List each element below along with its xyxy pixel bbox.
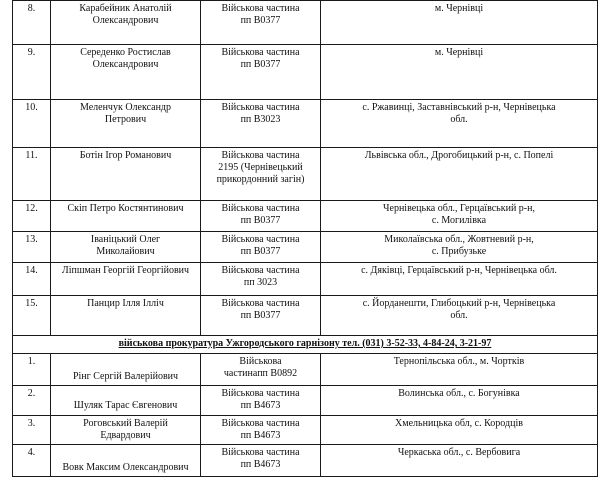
person-name-cell	[51, 148, 201, 201]
cell-line: м. Чернівці	[434, 47, 484, 58]
cell-line: пп 3023	[243, 277, 278, 289]
row-number-cell: 9.	[13, 45, 51, 100]
cell-line: Військова частина	[221, 298, 300, 309]
table-row	[13, 45, 598, 100]
cell-line: пп В0377	[240, 310, 281, 322]
location-cell	[321, 45, 598, 100]
military-unit-cell	[201, 232, 321, 263]
person-name-cell	[51, 415, 201, 444]
cell-line: Ліпшман Георгій Георгійович	[61, 265, 190, 276]
table-row	[13, 201, 598, 232]
cell-line: Військова частина	[221, 150, 300, 161]
table-row	[13, 415, 598, 444]
cell-line: пп В0377	[240, 15, 281, 27]
military-unit-cell	[201, 45, 321, 100]
location-cell	[321, 263, 598, 296]
table-row	[13, 354, 598, 386]
row-number-cell: 14.	[13, 263, 51, 296]
cell-line: Ботін Ігор Романович	[79, 150, 172, 161]
military-unit-cell	[201, 296, 321, 336]
cell-line: пп В0377	[240, 215, 281, 227]
cell-line: Військова частина	[221, 102, 300, 113]
cell-line: Миколаївська обл., Жовтневий р-н,	[384, 234, 534, 245]
military-unit-cell	[201, 386, 321, 415]
cell-line: Роговський Валерій	[83, 417, 168, 429]
cell-line: пп В4673	[240, 459, 281, 471]
cell-line: Військова частина	[221, 3, 300, 14]
location-cell	[321, 296, 598, 336]
cell-line: Військова частина	[221, 265, 300, 276]
section-header-cell	[13, 336, 598, 354]
cell-line: Едвардович	[100, 429, 151, 441]
cell-line: Тернопільська обл., м. Чортків	[393, 356, 525, 368]
military-unit-cell	[201, 100, 321, 148]
cell-line: 2195 (Чернівецький	[218, 162, 303, 174]
cell-line: Середенко Ростислав	[80, 47, 171, 58]
cell-line: Іваніцький Олег	[90, 234, 161, 245]
person-name-cell	[51, 232, 201, 263]
cell-line: Чернівецька обл., Герцаївський р-н,	[383, 203, 535, 214]
cell-line: Волинська обл., с. Богунівка	[398, 388, 520, 400]
registry-table	[12, 0, 598, 477]
location-cell	[321, 415, 598, 444]
cell-line: с. Могилівка	[431, 215, 487, 227]
cell-line: Львівська обл., Дрогобицький р-н, с. Попелі	[364, 150, 554, 161]
location-cell	[321, 100, 598, 148]
military-unit-cell	[201, 354, 321, 386]
cell-line: пп В3023	[240, 114, 281, 126]
cell-line: пп В0377	[240, 246, 281, 258]
cell-line: Військова частина	[221, 446, 300, 458]
person-name-cell	[51, 45, 201, 100]
cell-line: пп В4673	[240, 400, 281, 412]
cell-line: обл.	[450, 114, 468, 126]
location-cell	[321, 232, 598, 263]
person-name-cell	[51, 1, 201, 45]
row-number-cell: 8.	[13, 1, 51, 45]
cell-line: м. Чернівці	[434, 3, 484, 14]
row-number-cell: 15.	[13, 296, 51, 336]
cell-line: с. Йорданешти, Глибоцький р-н, Чернівецька	[362, 298, 556, 309]
person-name-cell	[51, 263, 201, 296]
cell-line: Військова частина	[221, 234, 300, 245]
cell-line: Рінг Сергій Валерійович	[72, 371, 179, 382]
row-number-cell: 2.	[13, 386, 51, 415]
military-unit-cell	[201, 201, 321, 232]
location-cell	[321, 1, 598, 45]
person-name-cell	[51, 296, 201, 336]
table-row	[13, 232, 598, 263]
cell-line: прикордонний загін)	[216, 174, 305, 186]
location-cell	[321, 148, 598, 201]
table-row	[13, 296, 598, 336]
cell-line: Олександрович	[92, 59, 159, 71]
location-cell	[321, 386, 598, 415]
cell-line: Вовк Максим Олександрович	[62, 461, 189, 473]
table-row	[13, 100, 598, 148]
cell-line: Черкаська обл., с. Вербовига	[397, 446, 521, 458]
cell-line: Військова частина	[221, 203, 300, 214]
row-number-cell: 3.	[13, 415, 51, 444]
cell-line: Миколайович	[96, 246, 155, 258]
military-unit-cell	[201, 148, 321, 201]
cell-line: обл.	[450, 310, 468, 322]
section-header-text: військова прокуратура Ужгородського гарнізону тел. (031) 3-52-33, 4-84-24, 3-21-97	[118, 338, 492, 349]
table-body	[13, 1, 598, 477]
cell-line: Скіп Петро Костянтинович	[67, 203, 184, 214]
cell-line: Карабейник Анатолій	[79, 3, 172, 14]
cell-line: с. Дяківці, Герцаївський р-н, Чернівецька обл.	[361, 265, 557, 276]
row-number-cell: 13.	[13, 232, 51, 263]
person-name-cell	[51, 100, 201, 148]
person-name-cell	[51, 201, 201, 232]
person-name-cell	[51, 354, 201, 386]
table-row	[13, 386, 598, 415]
cell-line: с. Ржавинці, Заставнівський р-н, Чернівецька	[362, 102, 556, 113]
location-cell	[321, 354, 598, 386]
cell-line: Меленчук Олександр	[79, 102, 172, 113]
row-number-cell: 10.	[13, 100, 51, 148]
location-cell	[321, 201, 598, 232]
cell-line: Шуляк Тарас Євгенович	[73, 400, 178, 412]
cell-line: Військова частина	[221, 47, 300, 58]
cell-line: Військова частина	[221, 388, 300, 400]
table-row	[13, 263, 598, 296]
row-number-cell: 12.	[13, 201, 51, 232]
section-header-row	[13, 336, 598, 354]
military-unit-cell	[201, 1, 321, 45]
row-number-cell: 1.	[13, 354, 51, 386]
row-number-cell: 11.	[13, 148, 51, 201]
row-number-cell: 4.	[13, 444, 51, 476]
table-row	[13, 1, 598, 45]
cell-line: с. Прибузьке	[431, 246, 487, 258]
cell-line: Панцир Ілля Ілліч	[87, 298, 164, 309]
cell-line: пп В4673	[240, 429, 281, 441]
cell-line: пп В0377	[240, 59, 281, 71]
military-unit-cell	[201, 263, 321, 296]
person-name-cell	[51, 386, 201, 415]
cell-line: частинапп В0892	[223, 368, 298, 380]
military-unit-cell	[201, 415, 321, 444]
cell-line: Хмельницька обл, с. Кородців	[395, 417, 523, 429]
table-row	[13, 148, 598, 201]
cell-line: Олександрович	[92, 15, 159, 27]
cell-line: Військова частина	[221, 417, 300, 429]
cell-line: Петрович	[104, 114, 147, 126]
cell-line: Військова	[239, 356, 282, 368]
